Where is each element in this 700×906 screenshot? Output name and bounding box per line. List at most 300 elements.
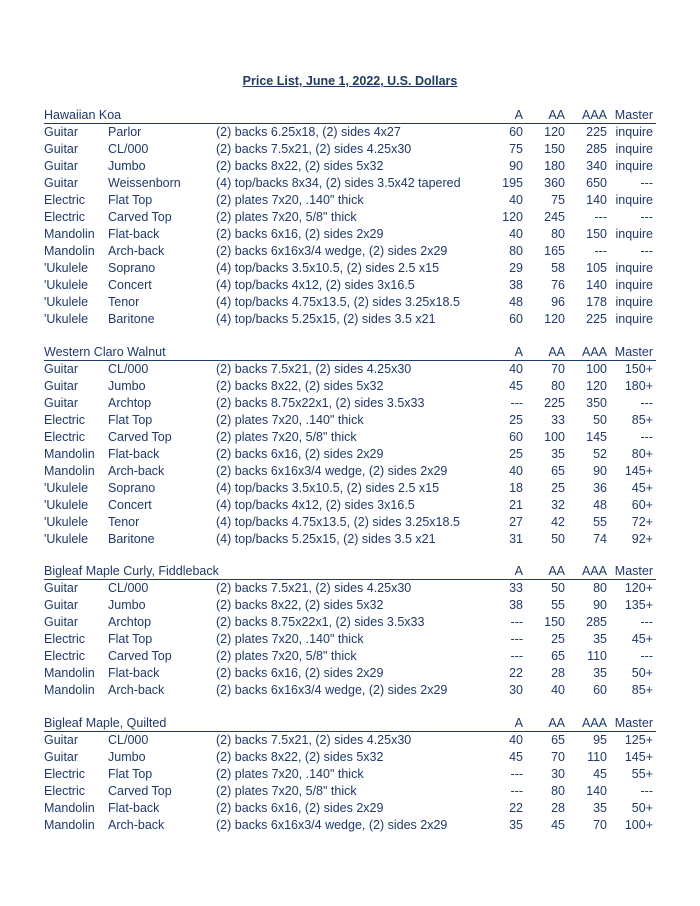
price-aaa: 120 bbox=[586, 379, 607, 393]
price-aa: 65 bbox=[551, 649, 565, 663]
table-row bbox=[44, 446, 656, 463]
price-master: inquire bbox=[615, 125, 653, 139]
table-row bbox=[44, 412, 656, 429]
price-aaa: 340 bbox=[586, 159, 607, 173]
price-master: 72+ bbox=[631, 515, 653, 529]
set-description: (2) backs 8x22, (2) sides 5x32 bbox=[216, 750, 384, 764]
price-aa: 35 bbox=[551, 447, 565, 461]
set-description: (2) backs 6x16, (2) sides 2x29 bbox=[216, 666, 384, 680]
price-a: 120 bbox=[502, 210, 523, 224]
table-row bbox=[44, 766, 656, 783]
instrument-category: 'Ukulele bbox=[44, 532, 89, 546]
section-name: Western Claro Walnut bbox=[44, 345, 166, 359]
instrument-model: CL/000 bbox=[108, 362, 149, 376]
price-aaa: 140 bbox=[586, 193, 607, 207]
price-a: 40 bbox=[509, 362, 523, 376]
price-master: 85+ bbox=[631, 683, 653, 697]
set-description: (2) plates 7x20, .140" thick bbox=[216, 767, 364, 781]
set-description: (2) backs 8x22, (2) sides 5x32 bbox=[216, 598, 384, 612]
section-header bbox=[44, 715, 656, 732]
table-row bbox=[44, 514, 656, 531]
instrument-category: 'Ukulele bbox=[44, 498, 89, 512]
instrument-model: Tenor bbox=[108, 295, 140, 309]
instrument-category: Guitar bbox=[44, 750, 79, 764]
instrument-model: Arch-back bbox=[108, 818, 165, 832]
table-row bbox=[44, 682, 656, 699]
price-aa: 180 bbox=[544, 159, 565, 173]
price-a: --- bbox=[510, 615, 523, 629]
price-a: --- bbox=[510, 649, 523, 663]
price-aa: 150 bbox=[544, 142, 565, 156]
price-aaa: 650 bbox=[586, 176, 607, 190]
column-header-aa: AA bbox=[548, 108, 565, 122]
table-row bbox=[44, 463, 656, 480]
price-aa: 120 bbox=[544, 125, 565, 139]
set-description: (4) top/backs 4.75x13.5, (2) sides 3.25x18.5 bbox=[216, 295, 460, 309]
price-a: --- bbox=[510, 396, 523, 410]
price-aa: 245 bbox=[544, 210, 565, 224]
instrument-category: 'Ukulele bbox=[44, 312, 89, 326]
price-aa: 55 bbox=[551, 598, 565, 612]
section-name: Hawaiian Koa bbox=[44, 108, 122, 122]
instrument-category: Mandolin bbox=[44, 464, 95, 478]
price-aaa: 80 bbox=[593, 581, 607, 595]
price-master: 120+ bbox=[624, 581, 653, 595]
price-aaa: 140 bbox=[586, 784, 607, 798]
price-master: --- bbox=[640, 210, 653, 224]
table-row bbox=[44, 378, 656, 395]
column-header-aaa: AAA bbox=[581, 564, 607, 578]
price-a: 80 bbox=[509, 244, 523, 258]
price-master: 100+ bbox=[624, 818, 653, 832]
column-header-master: Master bbox=[614, 564, 653, 578]
instrument-model: Flat-back bbox=[108, 227, 160, 241]
table-row bbox=[44, 800, 656, 817]
instrument-category: Mandolin bbox=[44, 666, 95, 680]
section-western-claro-walnut bbox=[44, 344, 656, 548]
price-aaa: 55 bbox=[593, 515, 607, 529]
set-description: (2) backs 6x16, (2) sides 2x29 bbox=[216, 447, 384, 461]
price-master: inquire bbox=[615, 142, 653, 156]
price-aaa: 225 bbox=[586, 125, 607, 139]
price-a: 48 bbox=[509, 295, 523, 309]
instrument-category: Guitar bbox=[44, 125, 79, 139]
price-aaa: 35 bbox=[593, 632, 607, 646]
section-header bbox=[44, 563, 656, 580]
price-master: inquire bbox=[615, 227, 653, 241]
price-master: 180+ bbox=[624, 379, 653, 393]
price-a: 25 bbox=[509, 413, 523, 427]
price-aaa: 70 bbox=[593, 818, 607, 832]
section-bigleaf-maple-quilted bbox=[44, 715, 656, 834]
table-row bbox=[44, 192, 656, 209]
instrument-model: Arch-back bbox=[108, 244, 165, 258]
table-row bbox=[44, 497, 656, 514]
price-master: inquire bbox=[615, 295, 653, 309]
price-aa: 150 bbox=[544, 615, 565, 629]
instrument-category: Electric bbox=[44, 649, 85, 663]
price-aaa: 48 bbox=[593, 498, 607, 512]
price-aa: 70 bbox=[551, 362, 565, 376]
price-aa: 76 bbox=[551, 278, 565, 292]
set-description: (2) plates 7x20, .140" thick bbox=[216, 413, 364, 427]
instrument-category: Guitar bbox=[44, 598, 79, 612]
instrument-model: Flat Top bbox=[108, 413, 153, 427]
price-master: 150+ bbox=[624, 362, 653, 376]
column-header-a: A bbox=[514, 564, 523, 578]
price-master: --- bbox=[640, 244, 653, 258]
price-aa: 65 bbox=[551, 464, 565, 478]
instrument-model: Concert bbox=[108, 278, 152, 292]
table-row bbox=[44, 597, 656, 614]
price-a: 35 bbox=[509, 818, 523, 832]
column-header-master: Master bbox=[614, 345, 653, 359]
set-description: (2) backs 8.75x22x1, (2) sides 3.5x33 bbox=[216, 396, 425, 410]
instrument-category: 'Ukulele bbox=[44, 481, 89, 495]
price-list-title: Price List, June 1, 2022, U.S. Dollars bbox=[242, 74, 458, 88]
price-a: 45 bbox=[509, 379, 523, 393]
price-aaa: 178 bbox=[586, 295, 607, 309]
price-aa: 45 bbox=[551, 818, 565, 832]
column-header-master: Master bbox=[614, 716, 653, 730]
price-a: 60 bbox=[509, 125, 523, 139]
price-a: 30 bbox=[509, 683, 523, 697]
set-description: (2) backs 8.75x22x1, (2) sides 3.5x33 bbox=[216, 615, 425, 629]
price-aa: 40 bbox=[551, 683, 565, 697]
section-hawaiian-koa bbox=[44, 107, 656, 328]
set-description: (2) backs 8x22, (2) sides 5x32 bbox=[216, 159, 384, 173]
set-description: (2) backs 7.5x21, (2) sides 4.25x30 bbox=[216, 362, 412, 376]
instrument-model: CL/000 bbox=[108, 142, 149, 156]
price-a: --- bbox=[510, 767, 523, 781]
instrument-category: Mandolin bbox=[44, 227, 95, 241]
instrument-model: Baritone bbox=[108, 312, 155, 326]
instrument-category: Mandolin bbox=[44, 818, 95, 832]
instrument-model: Concert bbox=[108, 498, 152, 512]
table-row bbox=[44, 243, 656, 260]
table-row bbox=[44, 732, 656, 749]
table-row bbox=[44, 226, 656, 243]
set-description: (2) backs 7.5x21, (2) sides 4.25x30 bbox=[216, 142, 412, 156]
price-master: 55+ bbox=[631, 767, 653, 781]
price-aa: 25 bbox=[551, 632, 565, 646]
set-description: (4) top/backs 4.75x13.5, (2) sides 3.25x18.5 bbox=[216, 515, 460, 529]
table-row bbox=[44, 158, 656, 175]
set-description: (2) backs 6x16, (2) sides 2x29 bbox=[216, 227, 384, 241]
price-a: 18 bbox=[509, 481, 523, 495]
set-description: (2) backs 6x16x3/4 wedge, (2) sides 2x29 bbox=[216, 683, 448, 697]
price-master: 45+ bbox=[631, 632, 653, 646]
instrument-category: Mandolin bbox=[44, 447, 95, 461]
table-row bbox=[44, 277, 656, 294]
table-row bbox=[44, 209, 656, 226]
price-a: 22 bbox=[509, 801, 523, 815]
instrument-category: Guitar bbox=[44, 396, 79, 410]
price-aaa: --- bbox=[594, 244, 607, 258]
price-aaa: 110 bbox=[587, 750, 607, 764]
price-aaa: 52 bbox=[593, 447, 607, 461]
instrument-category: 'Ukulele bbox=[44, 278, 89, 292]
price-aa: 50 bbox=[551, 532, 565, 546]
price-aaa: 150 bbox=[586, 227, 607, 241]
instrument-category: Guitar bbox=[44, 733, 79, 747]
price-aa: 80 bbox=[551, 784, 565, 798]
instrument-category: Electric bbox=[44, 210, 85, 224]
price-aaa: 60 bbox=[593, 683, 607, 697]
column-header-a: A bbox=[514, 716, 523, 730]
set-description: (2) plates 7x20, 5/8" thick bbox=[216, 430, 357, 444]
set-description: (2) backs 7.5x21, (2) sides 4.25x30 bbox=[216, 733, 412, 747]
price-aa: 165 bbox=[544, 244, 565, 258]
instrument-category: Guitar bbox=[44, 362, 79, 376]
instrument-category: Guitar bbox=[44, 379, 79, 393]
table-row bbox=[44, 429, 656, 446]
price-aaa: 74 bbox=[593, 532, 607, 546]
price-aa: 75 bbox=[551, 193, 565, 207]
price-aaa: 110 bbox=[587, 649, 607, 663]
set-description: (2) backs 6.25x18, (2) sides 4x27 bbox=[216, 125, 401, 139]
table-row bbox=[44, 480, 656, 497]
price-a: 31 bbox=[509, 532, 523, 546]
price-master: 50+ bbox=[631, 801, 653, 815]
instrument-model: Carved Top bbox=[108, 210, 172, 224]
price-aaa: 35 bbox=[593, 801, 607, 815]
price-a: 27 bbox=[509, 515, 523, 529]
set-description: (2) plates 7x20, .140" thick bbox=[216, 193, 364, 207]
instrument-model: Baritone bbox=[108, 532, 155, 546]
section-name: Bigleaf Maple Curly, Fiddleback bbox=[44, 564, 219, 578]
price-a: 40 bbox=[509, 227, 523, 241]
price-aa: 30 bbox=[551, 767, 565, 781]
price-aaa: 225 bbox=[586, 312, 607, 326]
set-description: (4) top/backs 3.5x10.5, (2) sides 2.5 x15 bbox=[216, 261, 440, 275]
instrument-model: Arch-back bbox=[108, 683, 165, 697]
set-description: (2) plates 7x20, 5/8" thick bbox=[216, 210, 357, 224]
section-header bbox=[44, 107, 656, 124]
instrument-category: Electric bbox=[44, 193, 85, 207]
column-header-aa: AA bbox=[548, 345, 565, 359]
table-row bbox=[44, 260, 656, 277]
price-master: 145+ bbox=[624, 464, 653, 478]
set-description: (2) plates 7x20, 5/8" thick bbox=[216, 784, 357, 798]
price-a: --- bbox=[510, 784, 523, 798]
price-aaa: 285 bbox=[586, 615, 607, 629]
price-a: 40 bbox=[509, 733, 523, 747]
price-master: 50+ bbox=[631, 666, 653, 680]
price-master: --- bbox=[640, 396, 653, 410]
set-description: (2) plates 7x20, 5/8" thick bbox=[216, 649, 357, 663]
price-aaa: 45 bbox=[593, 767, 607, 781]
price-a: 25 bbox=[509, 447, 523, 461]
instrument-model: Archtop bbox=[108, 615, 152, 629]
table-row bbox=[44, 783, 656, 800]
price-aa: 28 bbox=[551, 666, 565, 680]
price-aaa: 105 bbox=[586, 261, 607, 275]
price-a: 195 bbox=[502, 176, 523, 190]
set-description: (2) backs 7.5x21, (2) sides 4.25x30 bbox=[216, 581, 412, 595]
price-master: 125+ bbox=[624, 733, 653, 747]
price-aa: 225 bbox=[544, 396, 565, 410]
instrument-model: Soprano bbox=[108, 261, 156, 275]
set-description: (4) top/backs 4x12, (2) sides 3x16.5 bbox=[216, 278, 415, 292]
price-aaa: 140 bbox=[586, 278, 607, 292]
column-header-master: Master bbox=[614, 108, 653, 122]
price-master: 60+ bbox=[631, 498, 653, 512]
price-aa: 70 bbox=[551, 750, 565, 764]
price-aaa: 95 bbox=[593, 733, 607, 747]
table-row bbox=[44, 817, 656, 834]
instrument-model: Soprano bbox=[108, 481, 156, 495]
table-row bbox=[44, 124, 656, 141]
price-a: 40 bbox=[509, 193, 523, 207]
price-aa: 80 bbox=[551, 227, 565, 241]
price-aaa: 285 bbox=[586, 142, 607, 156]
instrument-model: Carved Top bbox=[108, 784, 172, 798]
instrument-category: Guitar bbox=[44, 615, 79, 629]
instrument-category: Electric bbox=[44, 767, 85, 781]
price-a: 75 bbox=[509, 142, 523, 156]
price-a: --- bbox=[510, 632, 523, 646]
instrument-category: 'Ukulele bbox=[44, 295, 89, 309]
price-master: --- bbox=[640, 430, 653, 444]
set-description: (4) top/backs 3.5x10.5, (2) sides 2.5 x15 bbox=[216, 481, 440, 495]
table-row bbox=[44, 311, 656, 328]
price-aa: 58 bbox=[551, 261, 565, 275]
price-aaa: 50 bbox=[593, 413, 607, 427]
instrument-model: Parlor bbox=[108, 125, 142, 139]
price-a: 90 bbox=[509, 159, 523, 173]
price-aaa: 145 bbox=[586, 430, 607, 444]
table-row bbox=[44, 631, 656, 648]
instrument-category: Mandolin bbox=[44, 801, 95, 815]
price-master: inquire bbox=[615, 312, 653, 326]
instrument-category: Mandolin bbox=[44, 683, 95, 697]
price-a: 29 bbox=[509, 261, 523, 275]
price-aa: 360 bbox=[544, 176, 565, 190]
price-master: inquire bbox=[615, 159, 653, 173]
instrument-model: Jumbo bbox=[108, 750, 146, 764]
table-row bbox=[44, 531, 656, 548]
set-description: (4) top/backs 5.25x15, (2) sides 3.5 x21 bbox=[216, 312, 436, 326]
section-bigleaf-maple-curly bbox=[44, 563, 656, 699]
price-aa: 100 bbox=[544, 430, 565, 444]
instrument-model: Carved Top bbox=[108, 430, 172, 444]
set-description: (4) top/backs 8x34, (2) sides 3.5x42 tapered bbox=[216, 176, 461, 190]
table-row bbox=[44, 614, 656, 631]
table-row bbox=[44, 175, 656, 192]
price-aa: 96 bbox=[551, 295, 565, 309]
table-row bbox=[44, 749, 656, 766]
column-header-aaa: AAA bbox=[581, 345, 607, 359]
price-a: 21 bbox=[509, 498, 523, 512]
table-row bbox=[44, 361, 656, 378]
price-a: 33 bbox=[509, 581, 523, 595]
price-a: 38 bbox=[509, 278, 523, 292]
price-aaa: 36 bbox=[593, 481, 607, 495]
price-master: --- bbox=[640, 784, 653, 798]
price-a: 22 bbox=[509, 666, 523, 680]
price-master: inquire bbox=[615, 278, 653, 292]
instrument-category: Mandolin bbox=[44, 244, 95, 258]
price-a: 38 bbox=[509, 598, 523, 612]
set-description: (2) backs 6x16x3/4 wedge, (2) sides 2x29 bbox=[216, 464, 448, 478]
instrument-model: Jumbo bbox=[108, 159, 146, 173]
instrument-model: Flat Top bbox=[108, 193, 153, 207]
column-header-aa: AA bbox=[548, 564, 565, 578]
instrument-model: Carved Top bbox=[108, 649, 172, 663]
instrument-model: CL/000 bbox=[108, 581, 149, 595]
price-aaa: 90 bbox=[593, 598, 607, 612]
price-aaa: 350 bbox=[586, 396, 607, 410]
price-master: inquire bbox=[615, 261, 653, 275]
instrument-model: Flat-back bbox=[108, 447, 160, 461]
price-a: 45 bbox=[509, 750, 523, 764]
section-header bbox=[44, 344, 656, 361]
set-description: (2) plates 7x20, .140" thick bbox=[216, 632, 364, 646]
instrument-category: 'Ukulele bbox=[44, 261, 89, 275]
price-aa: 25 bbox=[551, 481, 565, 495]
instrument-category: 'Ukulele bbox=[44, 515, 89, 529]
instrument-model: Flat-back bbox=[108, 801, 160, 815]
section-name: Bigleaf Maple, Quilted bbox=[44, 716, 167, 730]
price-master: --- bbox=[640, 176, 653, 190]
instrument-category: Guitar bbox=[44, 581, 79, 595]
price-master: 80+ bbox=[631, 447, 653, 461]
column-header-aaa: AAA bbox=[581, 716, 607, 730]
instrument-model: Flat Top bbox=[108, 632, 153, 646]
instrument-category: Electric bbox=[44, 430, 85, 444]
instrument-category: Guitar bbox=[44, 142, 79, 156]
instrument-model: Weissenborn bbox=[108, 176, 181, 190]
set-description: (2) backs 8x22, (2) sides 5x32 bbox=[216, 379, 384, 393]
set-description: (4) top/backs 5.25x15, (2) sides 3.5 x21 bbox=[216, 532, 436, 546]
instrument-category: Electric bbox=[44, 413, 85, 427]
price-aaa: --- bbox=[594, 210, 607, 224]
price-master: 85+ bbox=[631, 413, 653, 427]
price-master: --- bbox=[640, 615, 653, 629]
instrument-model: CL/000 bbox=[108, 733, 149, 747]
column-header-aa: AA bbox=[548, 716, 565, 730]
price-master: 45+ bbox=[631, 481, 653, 495]
table-row bbox=[44, 648, 656, 665]
instrument-category: Electric bbox=[44, 632, 85, 646]
table-row bbox=[44, 580, 656, 597]
price-a: 60 bbox=[509, 312, 523, 326]
price-aa: 120 bbox=[544, 312, 565, 326]
set-description: (2) backs 6x16, (2) sides 2x29 bbox=[216, 801, 384, 815]
price-a: 40 bbox=[509, 464, 523, 478]
instrument-model: Archtop bbox=[108, 396, 152, 410]
price-aa: 33 bbox=[551, 413, 565, 427]
price-aa: 42 bbox=[551, 515, 565, 529]
price-master: 145+ bbox=[624, 750, 653, 764]
set-description: (2) backs 6x16x3/4 wedge, (2) sides 2x29 bbox=[216, 818, 448, 832]
set-description: (2) backs 6x16x3/4 wedge, (2) sides 2x29 bbox=[216, 244, 448, 258]
instrument-model: Flat Top bbox=[108, 767, 153, 781]
price-aa: 80 bbox=[551, 379, 565, 393]
price-aa: 50 bbox=[551, 581, 565, 595]
price-master: 135+ bbox=[624, 598, 653, 612]
price-master: --- bbox=[640, 649, 653, 663]
table-row bbox=[44, 141, 656, 158]
price-aa: 32 bbox=[551, 498, 565, 512]
instrument-category: Guitar bbox=[44, 159, 79, 173]
price-aa: 65 bbox=[551, 733, 565, 747]
instrument-model: Arch-back bbox=[108, 464, 165, 478]
price-a: 60 bbox=[509, 430, 523, 444]
price-aa: 28 bbox=[551, 801, 565, 815]
column-header-a: A bbox=[514, 108, 523, 122]
